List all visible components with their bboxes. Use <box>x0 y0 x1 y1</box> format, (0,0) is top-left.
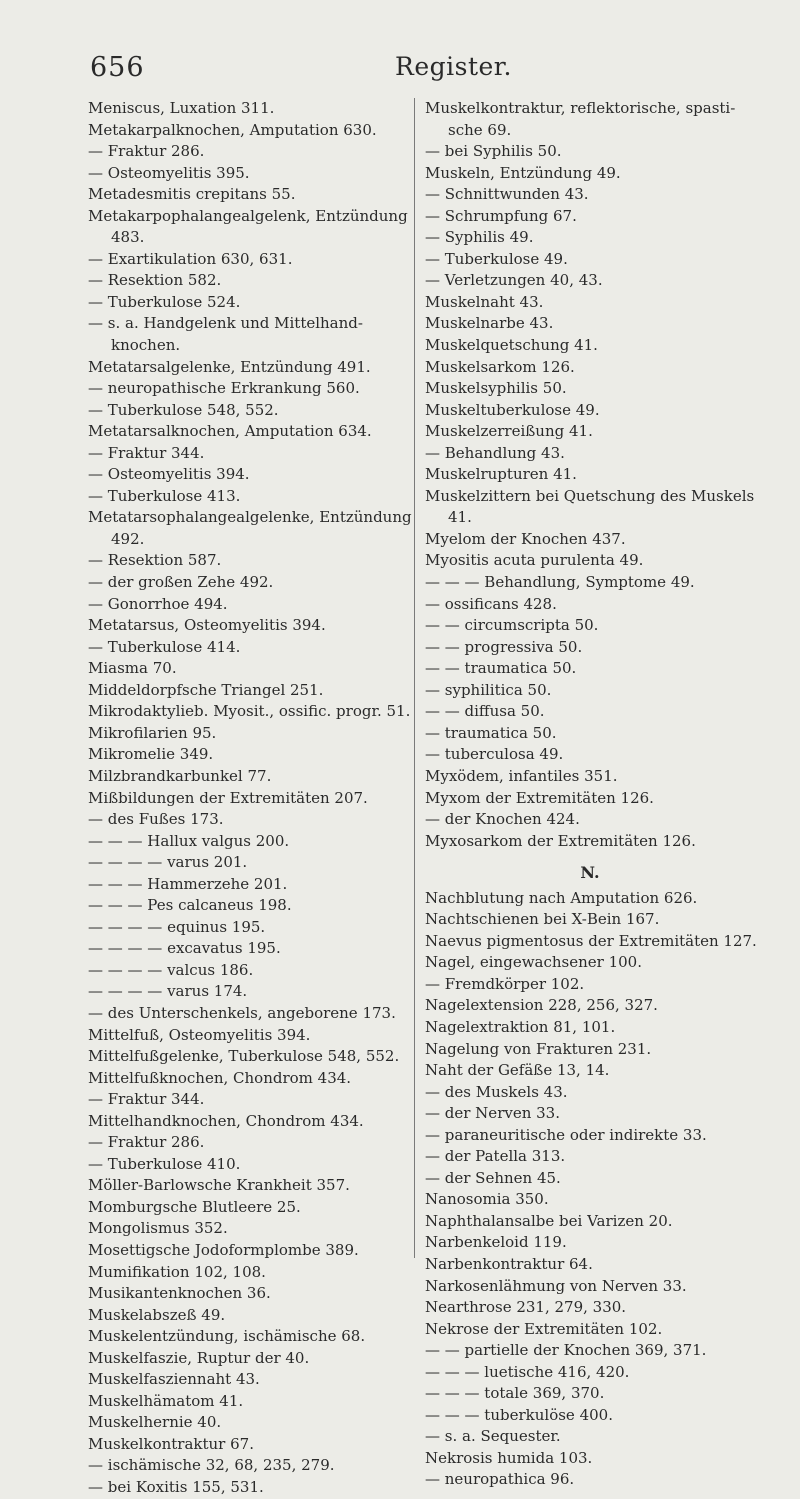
index-entry: Myxosarkom der Extremitäten 126. <box>425 831 696 850</box>
index-entry: Muskelkontraktur 67. <box>88 1434 254 1453</box>
index-entry: Nekrose der Extremitäten 102. <box>425 1319 663 1338</box>
index-entry: Muskelkontraktur, reflektorische, spasti- <box>425 99 736 117</box>
index-entry: — s. a. Sequester. <box>425 1427 561 1446</box>
index-entry: — — partielle der Knochen 369, 371. <box>425 1341 707 1360</box>
index-entry: Metatarsalgelenke, Entzündung 491. <box>88 357 371 376</box>
index-entry: — Tuberkulose 548, 552. <box>88 400 279 419</box>
index-entry: Muskelquetschung 41. <box>425 336 598 355</box>
index-entry: — — — — excavatus 195. <box>88 939 281 958</box>
index-entry: Muskelsyphilis 50. <box>425 379 567 398</box>
index-entry: Mikrodaktylieb. Myosit., ossific. progr. 51. <box>88 702 411 721</box>
index-entry: Muskelnaht 43. <box>425 292 544 311</box>
index-entry: — Fremdkörper 102. <box>425 974 585 993</box>
index-entry: — Tuberkulose 524. <box>88 292 241 311</box>
index-entry: Mittelfußgelenke, Tuberkulose 548, 552. <box>88 1047 400 1066</box>
index-entry: — Tuberkulose 413. <box>88 486 241 505</box>
index-entry-continuation: sche 69. <box>448 120 512 139</box>
index-entry: — bei Syphilis 50. <box>425 142 562 161</box>
index-entry: — neuropathische Erkrankung 560. <box>88 379 360 398</box>
index-entry: Miasma 70. <box>88 659 177 678</box>
index-entry: Muskelnarbe 43. <box>425 314 554 333</box>
index-entry: Nekrosis humida 103. <box>425 1448 593 1467</box>
index-entry-continuation: 492. <box>111 529 145 548</box>
index-entry: — der Knochen 424. <box>425 810 580 829</box>
index-entry: — ischämische 32, 68, 235, 279. <box>88 1456 335 1475</box>
index-entry: Nagel, eingewachsener 100. <box>425 953 642 972</box>
index-entry: — — — Behandlung, Symptome 49. <box>425 573 695 592</box>
index-entry: Mittelfußknochen, Chondrom 434. <box>88 1068 352 1087</box>
index-entry: — Tuberkulose 414. <box>88 637 241 656</box>
index-entry: Mikromelie 349. <box>88 745 214 764</box>
index-entry: — Resektion 587. <box>88 551 222 570</box>
index-entry: Milzbrandkarbunkel 77. <box>88 766 272 785</box>
index-entry: Myxödem, infantiles 351. <box>425 766 618 785</box>
index-entry: — Syphilis 49. <box>425 228 534 247</box>
index-entry: — ossificans 428. <box>425 594 557 613</box>
index-entry: Naevus pigmentosus der Extremitäten 127. <box>425 931 757 950</box>
index-entry: Nachblutung nach Amputation 626. <box>425 888 698 907</box>
index-entry: Narbenkontraktur 64. <box>425 1254 593 1273</box>
index-entry: — bei Koxitis 155, 531. <box>88 1478 264 1496</box>
index-column-left <box>88 98 412 1499</box>
index-entry: — des Muskels 43. <box>425 1082 568 1101</box>
index-entry: — der Patella 313. <box>425 1147 566 1166</box>
index-entry: Naphthalansalbe bei Varizen 20. <box>425 1211 673 1230</box>
index-entry: — Gonorrhoe 494. <box>88 594 228 613</box>
index-entry: Muskelsarkom 126. <box>425 357 575 376</box>
index-entry: — — — totale 369, 370. <box>425 1384 605 1403</box>
index-entry: — — diffusa 50. <box>425 702 545 721</box>
index-entry: — der großen Zehe 492. <box>88 573 274 592</box>
index-entry: Nanosomia 350. <box>425 1190 549 1209</box>
index-entry: Muskelentzündung, ischämische 68. <box>88 1327 366 1346</box>
index-column-right <box>425 98 755 1491</box>
index-entry: — — traumatica 50. <box>425 659 577 678</box>
index-entry: — Exartikulation 630, 631. <box>88 249 293 268</box>
running-head: Register. <box>395 52 512 81</box>
index-entry: Mißbildungen der Extremitäten 207. <box>88 788 368 807</box>
index-entry: Muskeln, Entzündung 49. <box>425 163 621 182</box>
index-entry: Muskelhernie 40. <box>88 1413 222 1432</box>
index-entry: Metatarsus, Osteomyelitis 394. <box>88 616 326 635</box>
index-entry-continuation: 483. <box>111 228 145 247</box>
index-entry: Metakarpalknochen, Amputation 630. <box>88 120 377 139</box>
index-entry: — Resektion 582. <box>88 271 222 290</box>
index-entry: — — — Pes calcaneus 198. <box>88 896 292 915</box>
index-entry: Myxom der Extremitäten 126. <box>425 788 654 807</box>
index-entry: — — — — equinus 195. <box>88 917 266 936</box>
index-entry: Metatarsalknochen, Amputation 634. <box>88 422 372 441</box>
index-entry: — paraneuritische oder indirekte 33. <box>425 1125 707 1144</box>
index-entry: — Osteomyelitis 394. <box>88 465 250 484</box>
index-entry: Momburgsche Blutleere 25. <box>88 1197 301 1216</box>
index-entry: — Fraktur 286. <box>88 1133 205 1152</box>
index-entry: Muskelzerreißung 41. <box>425 422 593 441</box>
index-entry: Muskelzittern bei Quetschung des Muskels <box>425 486 755 505</box>
index-entry: Muskelabszeß 49. <box>88 1305 226 1324</box>
index-entry: Narkosenlähmung von Nerven 33. <box>425 1276 687 1295</box>
index-entry-continuation: 41. <box>448 508 472 527</box>
index-entry: Muskelfaszie, Ruptur der 40. <box>88 1348 310 1367</box>
index-entry: Naht der Gefäße 13, 14. <box>425 1061 610 1080</box>
index-entry: — Verletzungen 40, 43. <box>425 271 603 290</box>
column-divider <box>414 98 415 1258</box>
index-entry: Nagelung von Frakturen 231. <box>425 1039 652 1058</box>
index-entry: Narbenkeloid 119. <box>425 1233 567 1252</box>
index-entry: Middeldorpfsche Triangel 251. <box>88 680 324 699</box>
index-entry: — traumatica 50. <box>425 723 557 742</box>
index-entry: — des Unterschenkels, angeborene 173. <box>88 1003 396 1022</box>
index-entry: — — — — valcus 186. <box>88 960 254 979</box>
index-entry: Nachtschienen bei X-Bein 167. <box>425 910 660 929</box>
index-entry: — Osteomyelitis 395. <box>88 163 250 182</box>
index-entry: — syphilitica 50. <box>425 680 552 699</box>
index-entry: — — — — varus 174. <box>88 982 248 1001</box>
index-entry: Musikantenknochen 36. <box>88 1284 271 1303</box>
index-entry: Muskeltuberkulose 49. <box>425 400 600 419</box>
index-entry: — — — Hammerzehe 201. <box>88 874 288 893</box>
index-entry-continuation: knochen. <box>111 336 181 355</box>
index-entry: Nagelextraktion 81, 101. <box>425 1017 616 1036</box>
index-entry: Metatarsophalangealgelenke, Entzündung <box>88 508 412 527</box>
index-entry: — Tuberkulose 410. <box>88 1154 241 1173</box>
index-entry: — — — Hallux valgus 200. <box>88 831 290 850</box>
index-entry: — des Fußes 173. <box>88 810 224 829</box>
index-entry: — — — — varus 201. <box>88 853 248 872</box>
index-entry: — neuropathica 96. <box>425 1470 575 1489</box>
index-entry: — Fraktur 286. <box>88 142 205 161</box>
index-entry: Muskelfasziennaht 43. <box>88 1370 260 1389</box>
index-entry: — Fraktur 344. <box>88 1090 205 1109</box>
index-entry: — der Sehnen 45. <box>425 1168 561 1187</box>
page-header <box>0 52 800 92</box>
page-number: 656 <box>90 52 145 83</box>
index-entry: — tuberculosa 49. <box>425 745 564 764</box>
index-entry: — Fraktur 344. <box>88 443 205 462</box>
index-entry: — Tuberkulose 49. <box>425 249 568 268</box>
index-entry: — — progressiva 50. <box>425 637 583 656</box>
index-entry: Mittelfuß, Osteomyelitis 394. <box>88 1025 311 1044</box>
section-heading: N. <box>580 863 600 883</box>
index-entry: Muskelhämatom 41. <box>88 1391 244 1410</box>
index-entry: — — — tuberkulöse 400. <box>425 1405 613 1424</box>
index-entry: Nagelextension 228, 256, 327. <box>425 996 658 1015</box>
index-entry: — Behandlung 43. <box>425 443 565 462</box>
index-entry: Myositis acuta purulenta 49. <box>425 551 644 570</box>
index-entry: Mumifikation 102, 108. <box>88 1262 266 1281</box>
index-entry: Muskelrupturen 41. <box>425 465 577 484</box>
index-entry: — Schrumpfung 67. <box>425 206 577 225</box>
index-entry: Mosettigsche Jodoformplombe 389. <box>88 1240 359 1259</box>
index-entry: Möller-Barlowsche Krankheit 357. <box>88 1176 350 1195</box>
index-entry: — s. a. Handgelenk und Mittelhand- <box>88 314 363 333</box>
index-entry: Metakarpophalangealgelenk, Entzündung <box>88 206 408 225</box>
index-entry: Mittelhandknochen, Chondrom 434. <box>88 1111 364 1130</box>
index-entry: — Schnittwunden 43. <box>425 185 589 204</box>
index-entry: — — — luetische 416, 420. <box>425 1362 630 1381</box>
index-entry: Myelom der Knochen 437. <box>425 529 626 548</box>
index-entry: Metadesmitis crepitans 55. <box>88 185 296 204</box>
index-entry: Mongolismus 352. <box>88 1219 228 1238</box>
index-entry: Mikrofilarien 95. <box>88 723 217 742</box>
index-entry: Meniscus, Luxation 311. <box>88 99 275 117</box>
index-entry: — — circumscripta 50. <box>425 616 599 635</box>
index-entry: — der Nerven 33. <box>425 1104 560 1123</box>
index-entry: Nearthrose 231, 279, 330. <box>425 1298 627 1317</box>
